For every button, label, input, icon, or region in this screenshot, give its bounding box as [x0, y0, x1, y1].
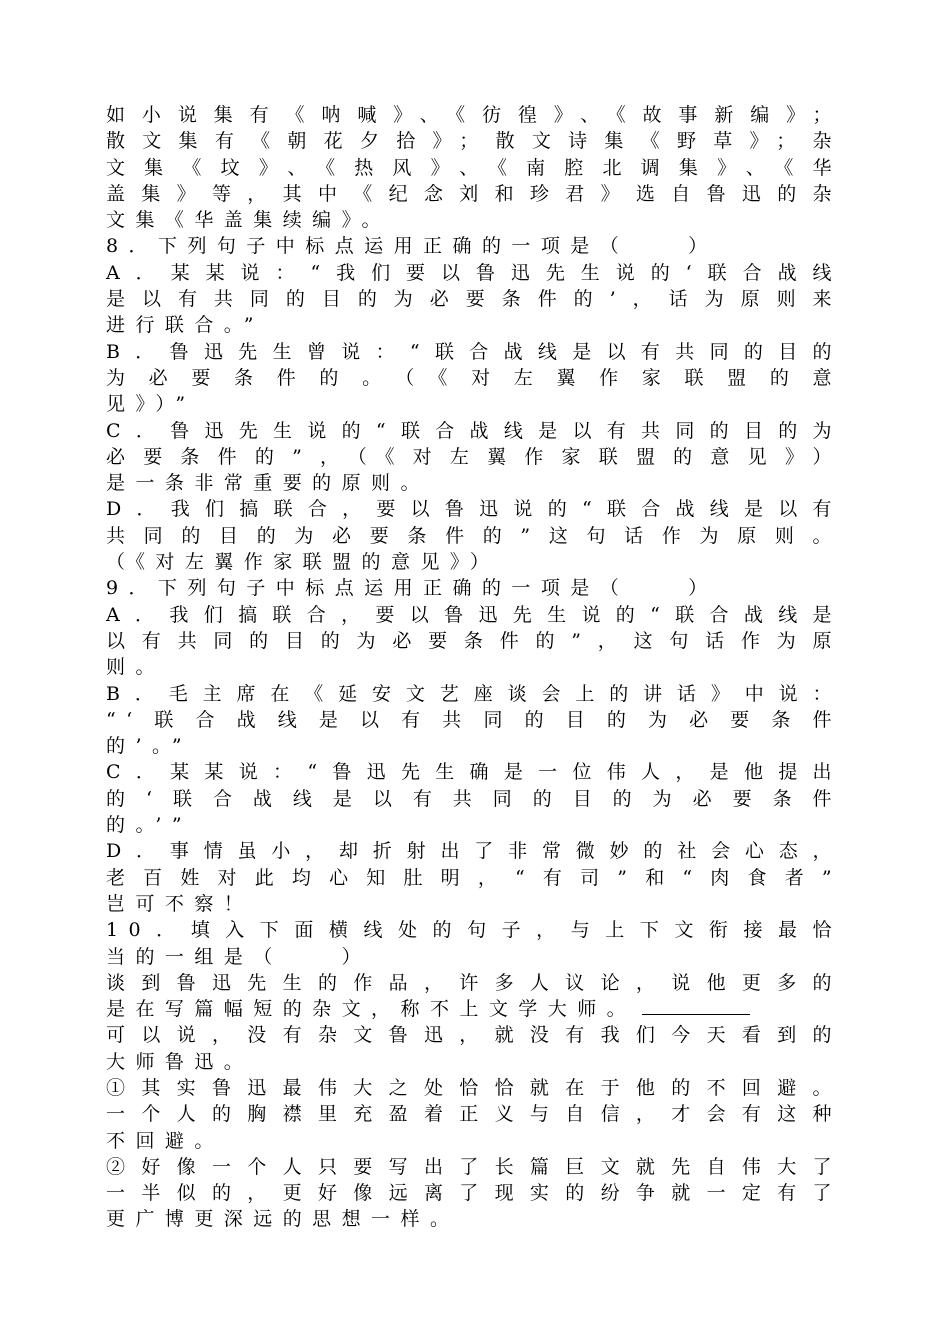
text-line: 为必要条件的。（《对左翼作家联盟的意 — [106, 366, 842, 389]
text-line: 一半似的，更好像远离了现实的纷争就一定有了 — [106, 1182, 842, 1205]
text-line: 以有共同的目的为必要条件的”，这句话作为原 — [106, 629, 842, 652]
choice-1: ①其实鲁迅最伟大之处恰恰就在于他的不回避。 — [106, 1076, 842, 1099]
passage-line: 大师鲁迅。 — [106, 1050, 254, 1073]
passage-line-with-blank — [106, 996, 842, 1022]
option-9c: C．某某说：“鲁迅先生确是一位伟人，是他提出 — [106, 761, 842, 784]
passage-text: 是在写篇幅短的杂文，称不上文学大师。 — [106, 998, 637, 1021]
text-line: 文集《华盖集续编》。 — [106, 209, 392, 232]
fill-in-blank — [642, 996, 750, 1015]
text-line: 见》）” — [106, 393, 196, 416]
text-line: 当的一组是（ ） — [106, 945, 372, 968]
text-line: 盖集》等，其中《纪念刘和珍君》选自鲁迅的杂 — [106, 182, 842, 205]
text-line: 一个人的胸襟里充盈着正义与自信，才会有这种 — [106, 1103, 842, 1126]
document-page — [106, 102, 842, 1233]
text-line: 散文集有《朝花夕拾》；散文诗集《野草》；杂 — [106, 130, 842, 153]
question-10-stem: 10．填入下面横线处的句子，与上下文衔接最恰 — [106, 919, 842, 942]
question-9-stem: 9．下列句子中标点运用正确的一项是（ ） — [106, 577, 718, 600]
text-line: 则。 — [106, 656, 165, 679]
text-line: 不回避。 — [106, 1129, 224, 1152]
text-line: 文集《坟》、《热风》、《南腔北调集》、《华 — [106, 156, 842, 179]
option-8d: D．我们搞联合，要以鲁迅说的“联合战线是以有 — [106, 498, 842, 521]
passage-line: 可以说，没有杂文鲁迅，就没有我们今天看到的 — [106, 1024, 842, 1047]
text-line: 是一条非常重要的原则。 — [106, 472, 430, 495]
option-9b: B．毛主席在《延安文艺座谈会上的讲话》中说： — [106, 682, 842, 705]
option-9d: D．事情虽小，却折射出了非常微妙的社会心态， — [106, 840, 842, 863]
text-line: 进行联合。” — [106, 314, 264, 337]
text-line: 老百姓对此均心知肚明，“有司”和“肉食者” — [106, 866, 842, 889]
text-line: （《对左翼作家联盟的意见》） — [106, 551, 500, 574]
text-line: 的。’” — [106, 814, 193, 837]
option-8b: B．鲁迅先生曾说：“联合战线是以有共同的目的 — [106, 340, 842, 363]
text-line: 的‘联合战线是以有共同的目的为必要条件 — [106, 787, 842, 810]
text-line: 的’。” — [106, 735, 193, 758]
text-line: 如小说集有《呐喊》、《彷徨》、《故事新编》； — [106, 104, 842, 126]
option-8a: A．某某说：“我们要以鲁迅先生说的‘联合战线 — [106, 261, 842, 284]
text-line: 是以有共同的目的为必要条件的’，话为原则来 — [106, 288, 842, 311]
choice-2: ②好像一个人只要写出了长篇巨文就先自伟大了 — [106, 1155, 842, 1178]
passage-line: 谈到鲁迅先生的作品，许多人议论，说他更多的 — [106, 971, 842, 994]
option-9a: A．我们搞联合，要以鲁迅先生说的“联合战线是 — [106, 603, 842, 626]
text-line: 岂可不察！ — [106, 892, 254, 915]
text-line: “‘联合战线是以有共同的目的为必要条件 — [106, 708, 842, 731]
text-line: 必要条件的”，（《对左翼作家联盟的意见》） — [106, 445, 842, 468]
text-line: 共同的目的为必要条件的”这句话作为原则。 — [106, 524, 842, 547]
text-line: 更广博更深远的思想一样。 — [106, 1208, 460, 1231]
option-8c: C．鲁迅先生说的“联合战线是以有共同的目的为 — [106, 419, 842, 442]
question-8-stem: 8．下列句子中标点运用正确的一项是（ ） — [106, 235, 718, 258]
